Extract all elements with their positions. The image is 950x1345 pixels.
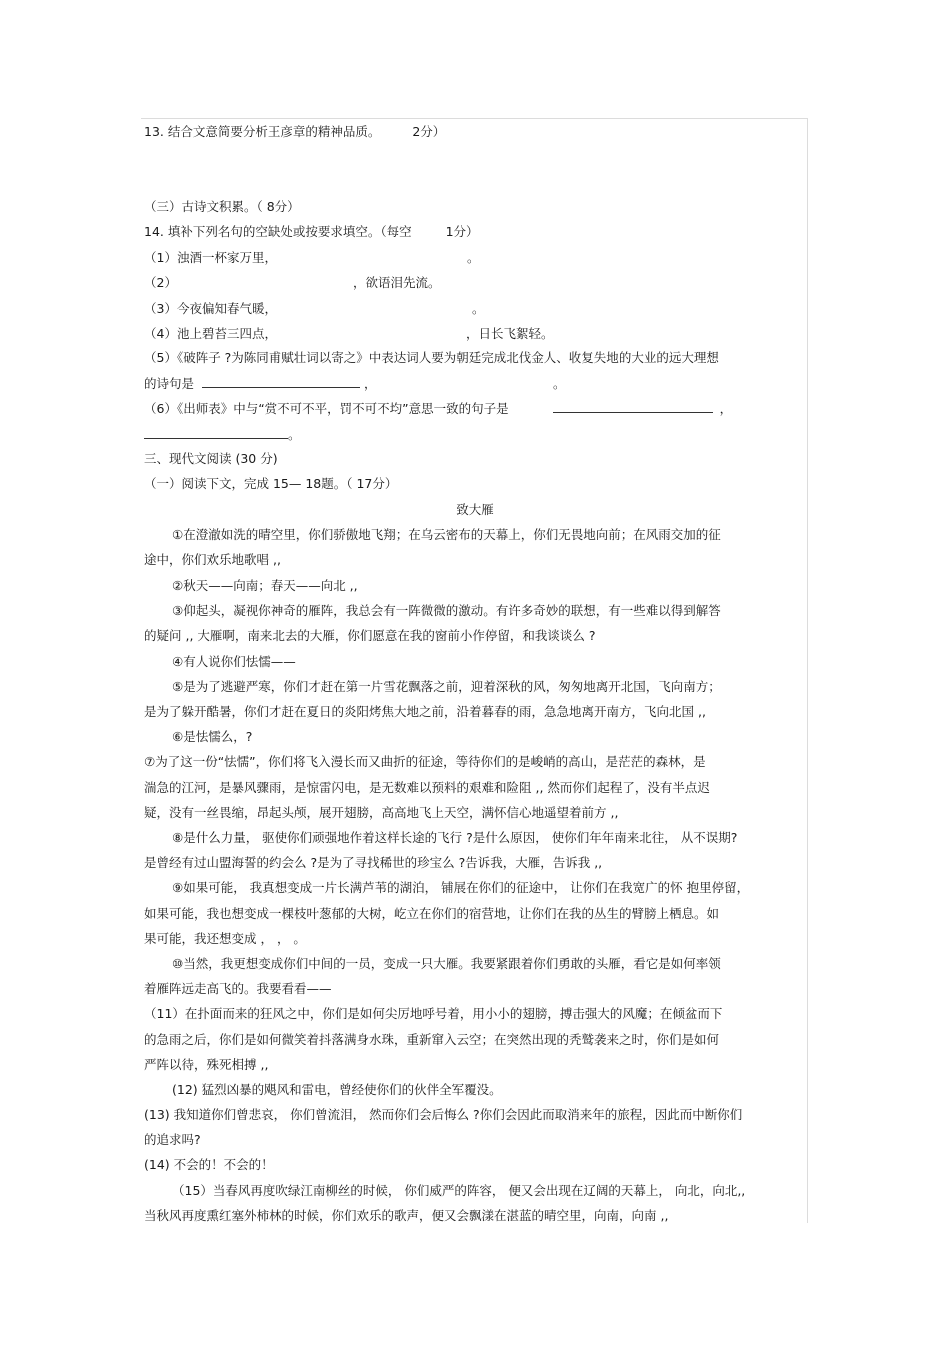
essay-line: 当秋风再度熏红塞外柿林的时候，你们欢乐的歌声，便又会飘漾在湛蓝的晴空里，向南，向南 ,, xyxy=(144,1208,669,1223)
question-14: 14. 填补下列名句的空缺处或按要求填空。（每空 1分） xyxy=(144,224,479,239)
essay-line: 严阵以待，殊死相搏 ,, xyxy=(144,1057,269,1072)
essay-line: 的急雨之后，你们是如何微笑着抖落满身水珠，重新窜入云空；在突然出现的秃鹫袭来之时，你们是如何 xyxy=(144,1032,720,1047)
essay-line: ⑩当然，我更想变成你们中间的一员，变成一只大雁。我要紧跟着你们勇敢的头雁，看它是如何率领 xyxy=(172,956,721,971)
answer-blank[interactable] xyxy=(202,376,360,388)
essay-line: 着雁阵远走高飞的。我要看看—— xyxy=(144,981,332,996)
essay-line: (12) 猛烈凶暴的飓风和雷电，曾经使你们的伙伴全军覆没。 xyxy=(172,1082,502,1097)
part-three-subheading: （一）阅读下文，完成 15— 18题。（ 17分） xyxy=(144,476,398,491)
essay-line: 是为了躲开酷暑，你们才赶在夏日的炎阳烤焦大地之前，沿着暮春的雨，急急地离开南方，飞向北国 ,, xyxy=(144,704,706,719)
essay-line: ⑨如果可能， 我真想变成一片长满芦苇的湖泊， 铺展在你们的征途中， 让你们在我宽广的怀 抱里停留， xyxy=(172,880,750,895)
essay-line: ⑧是什么力量， 驱使你们顽强地作着这样长途的飞行 ?是什么原因， 使你们年年南来北往， 从不误期? xyxy=(172,830,738,845)
fill-item-5-question: （5）《破阵子 ?为陈同甫赋壮词以寄之》中表达词人要为朝廷完成北伐金人、收复失地的大业的远大理想 xyxy=(144,350,719,365)
essay-line: ①在澄澈如洗的晴空里，你们骄傲地飞翔；在乌云密布的天幕上，你们无畏地向前；在风雨交加的征 xyxy=(172,527,721,542)
essay-line: 湍急的江河，是暴风骤雨，是惊雷闪电，是无数难以预料的艰难和险阻 ,, 然而你们起程了，没有半点迟 xyxy=(144,780,710,795)
fill-item-5-answer: 的诗句是 ， 。 xyxy=(144,376,566,391)
essay-title: 致大雁 xyxy=(456,502,494,517)
fill-item-6-answer: 。 xyxy=(144,427,301,443)
fill-item-2: （2） ，欲语泪先流。 xyxy=(144,275,441,290)
essay-line: 是曾经有过山盟海誓的约会么 ?是为了寻找稀世的珍宝么 ?告诉我，大雁，告诉我 ,, xyxy=(144,855,603,870)
question-13: 13. 结合文意简要分析王彦章的精神品质。 2分） xyxy=(144,124,446,139)
answer-blank[interactable] xyxy=(553,401,713,413)
essay-line: ⑦为了这一份“怯懦”，你们将飞入漫长而又曲折的征途，等待你们的是峻峭的高山，是茫茫的森林，是 xyxy=(144,754,706,769)
essay-line: (13) 我知道你们曾悲哀， 你们曾流泪， 然而你们会后悔么 ?你们会因此而取消来年的旅程，因此而中断你们 xyxy=(144,1107,743,1122)
essay-line: ②秋天——向南；春天——向北 ,, xyxy=(172,578,358,593)
essay-line: （15）当春风再度吹绿江南柳丝的时候， 你们威严的阵容， 便又会出现在辽阔的天幕上， 向北，向北,, xyxy=(172,1183,746,1198)
fill-item-1: （1）浊酒一杯家万里， 。 xyxy=(144,250,480,265)
essay-line: 途中，你们欢乐地歌唱 ,, xyxy=(144,552,281,567)
answer-blank[interactable] xyxy=(144,427,288,439)
essay-line: 的追求吗? xyxy=(144,1132,201,1147)
fill-item-3: （3）今夜偏知春气暖， 。 xyxy=(144,301,485,316)
fill-item-6-question: （6）《出师表》中与“赏不可不平，罚不可不均”意思一致的句子是 ， xyxy=(144,401,733,416)
essay-line: 如果可能，我也想变成一棵枝叶葱郁的大树，屹立在你们的宿营地，让你们在我的丛生的臂膀上栖息。如 xyxy=(144,906,720,921)
section-heading-poetry: （三）古诗文积累。（ 8分） xyxy=(144,199,300,214)
essay-line: 的疑问 ,, 大雁啊，南来北去的大雁，你们愿意在我的窗前小作停留，和我谈谈么 ? xyxy=(144,628,596,643)
essay-line: ⑤是为了逃避严寒，你们才赶在第一片雪花飘落之前，迎着深秋的风，匆匆地离开北国，飞向南方； xyxy=(172,679,721,694)
part-three-heading: 三、现代文阅读 (30 分) xyxy=(144,451,278,466)
essay-line: ⑥是怯懦么，? xyxy=(172,729,253,744)
essay-line: （11）在扑面而来的狂风之中，你们是如何尖厉地呼号着，用小小的翅膀，搏击强大的风魔；在倾盆而下 xyxy=(144,1006,723,1021)
essay-line: ④有人说你们怯懦—— xyxy=(172,654,296,669)
fill-item-4: （4）池上碧苔三四点， ，日长飞絮轻。 xyxy=(144,326,554,341)
essay-line: 疑，没有一丝畏缩，昂起头颅，展开翅膀，高高地飞上天空，满怀信心地遥望着前方 ,, xyxy=(144,805,619,820)
essay-line: (14) 不会的！不会的！ xyxy=(144,1157,274,1172)
essay-line: 果可能，我还想变成 ， ， 。 xyxy=(144,931,306,946)
essay-line: ③仰起头，凝视你神奇的雁阵，我总会有一阵微微的激动。有许多奇妙的联想，有一些难以得到解答 xyxy=(172,603,721,618)
